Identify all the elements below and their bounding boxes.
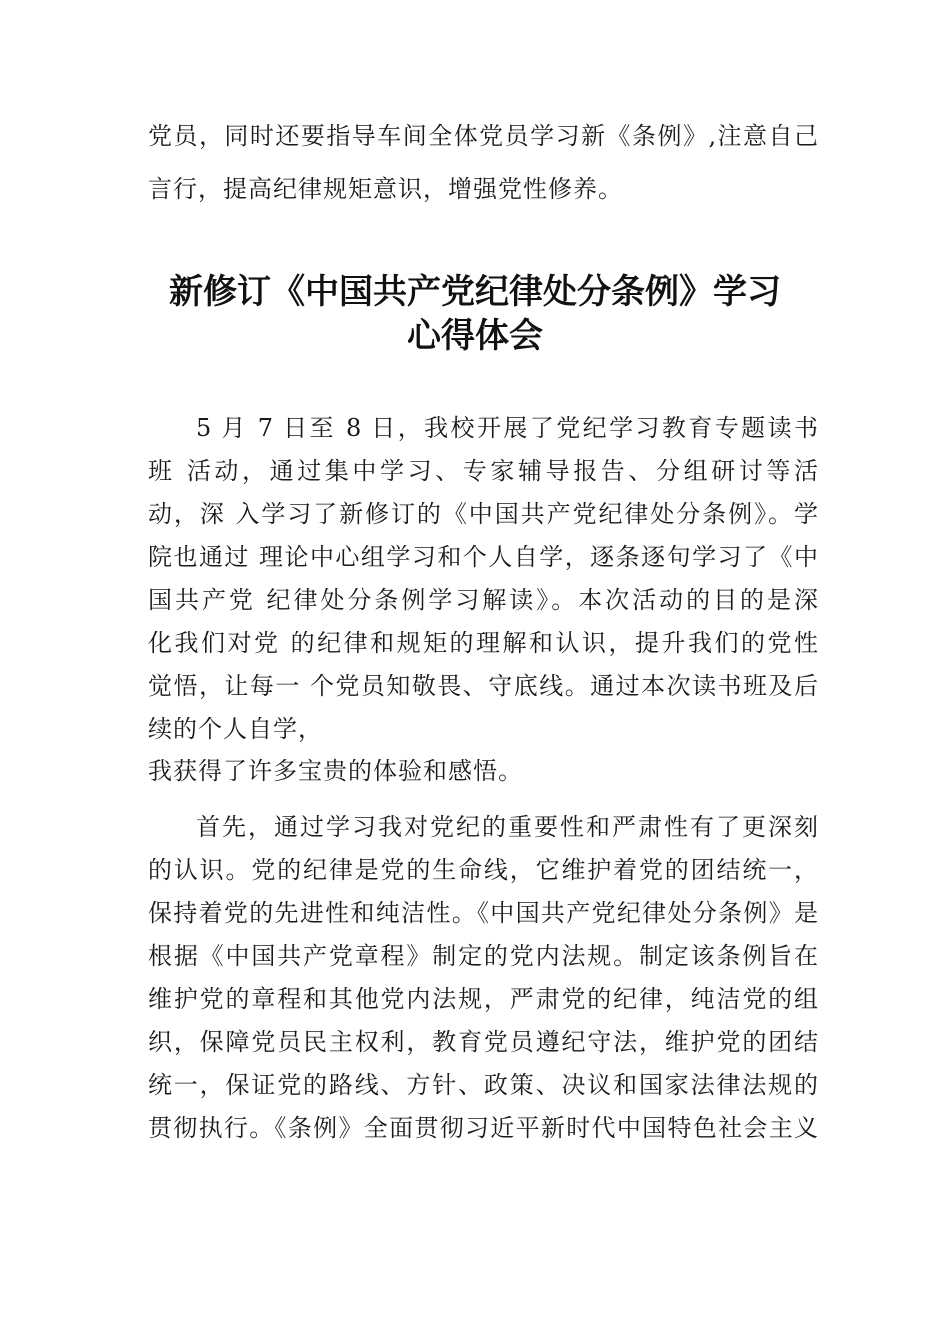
para2-line-5: 维护党的章程和其他党内法规，严肃党的纪律，纯洁党的组 (148, 985, 818, 1013)
page-title-line-1: 新修订《中国共产党纪律处分条例》学习 (169, 272, 781, 312)
para1-line-3: 动，深 入学习了新修订的《中国共产党纪律处分条例》。学 (148, 500, 818, 528)
intro-line-2: 言行，提高纪律规矩意识，增强党性修养。 (148, 175, 623, 203)
para2-line-2: 的认识。党的纪律是党的生命线，它维护着党的团结统一， (148, 856, 818, 884)
para1-line-1: 5 月 7 日至 8 日，我校开展了党纪学习教育专题读书 (196, 414, 818, 442)
para1-line-7: 觉悟，让每一 个党员知敬畏、守底线。通过本次读书班及后 (148, 672, 818, 700)
para1-line-2: 班 活动，通过集中学习、专家辅导报告、分组研讨等活 (148, 457, 818, 485)
para2-line-1: 首先，通过学习我对党纪的重要性和严肃性有了更深刻 (196, 813, 818, 841)
para2-line-8: 贯彻执行。《条例》全面贯彻习近平新时代中国特色社会主义 (148, 1114, 818, 1142)
para2-line-4: 根据《中国共产党章程》制定的党内法规。制定该条例旨在 (148, 942, 818, 970)
para1-line-5: 国共产党 纪律处分条例学习解读》。本次活动的目的是深 (148, 586, 818, 614)
para2-line-3: 保持着党的先进性和纯洁性。《中国共产党纪律处分条例》是 (148, 899, 818, 927)
para1-line-9: 我获得了许多宝贵的体验和感悟。 (148, 757, 523, 785)
intro-line-1: 党员，同时还要指导车间全体党员学习新《条例》,注意自己 (148, 122, 818, 150)
para2-line-7: 统一，保证党的路线、方针、政策、决议和国家法律法规的 (148, 1071, 818, 1099)
para1-line-4: 院也通过 理论中心组学习和个人自学，逐条逐句学习了《中 (148, 543, 818, 571)
para1-line-8: 续的个人自学， (148, 715, 323, 743)
para2-line-6: 织，保障党员民主权利，教育党员遵纪守法，维护党的团结 (148, 1028, 818, 1056)
page-title-line-2: 心得体会 (407, 316, 543, 356)
para1-line-6: 化我们对党 的纪律和规矩的理解和认识，提升我们的党性 (148, 629, 818, 657)
